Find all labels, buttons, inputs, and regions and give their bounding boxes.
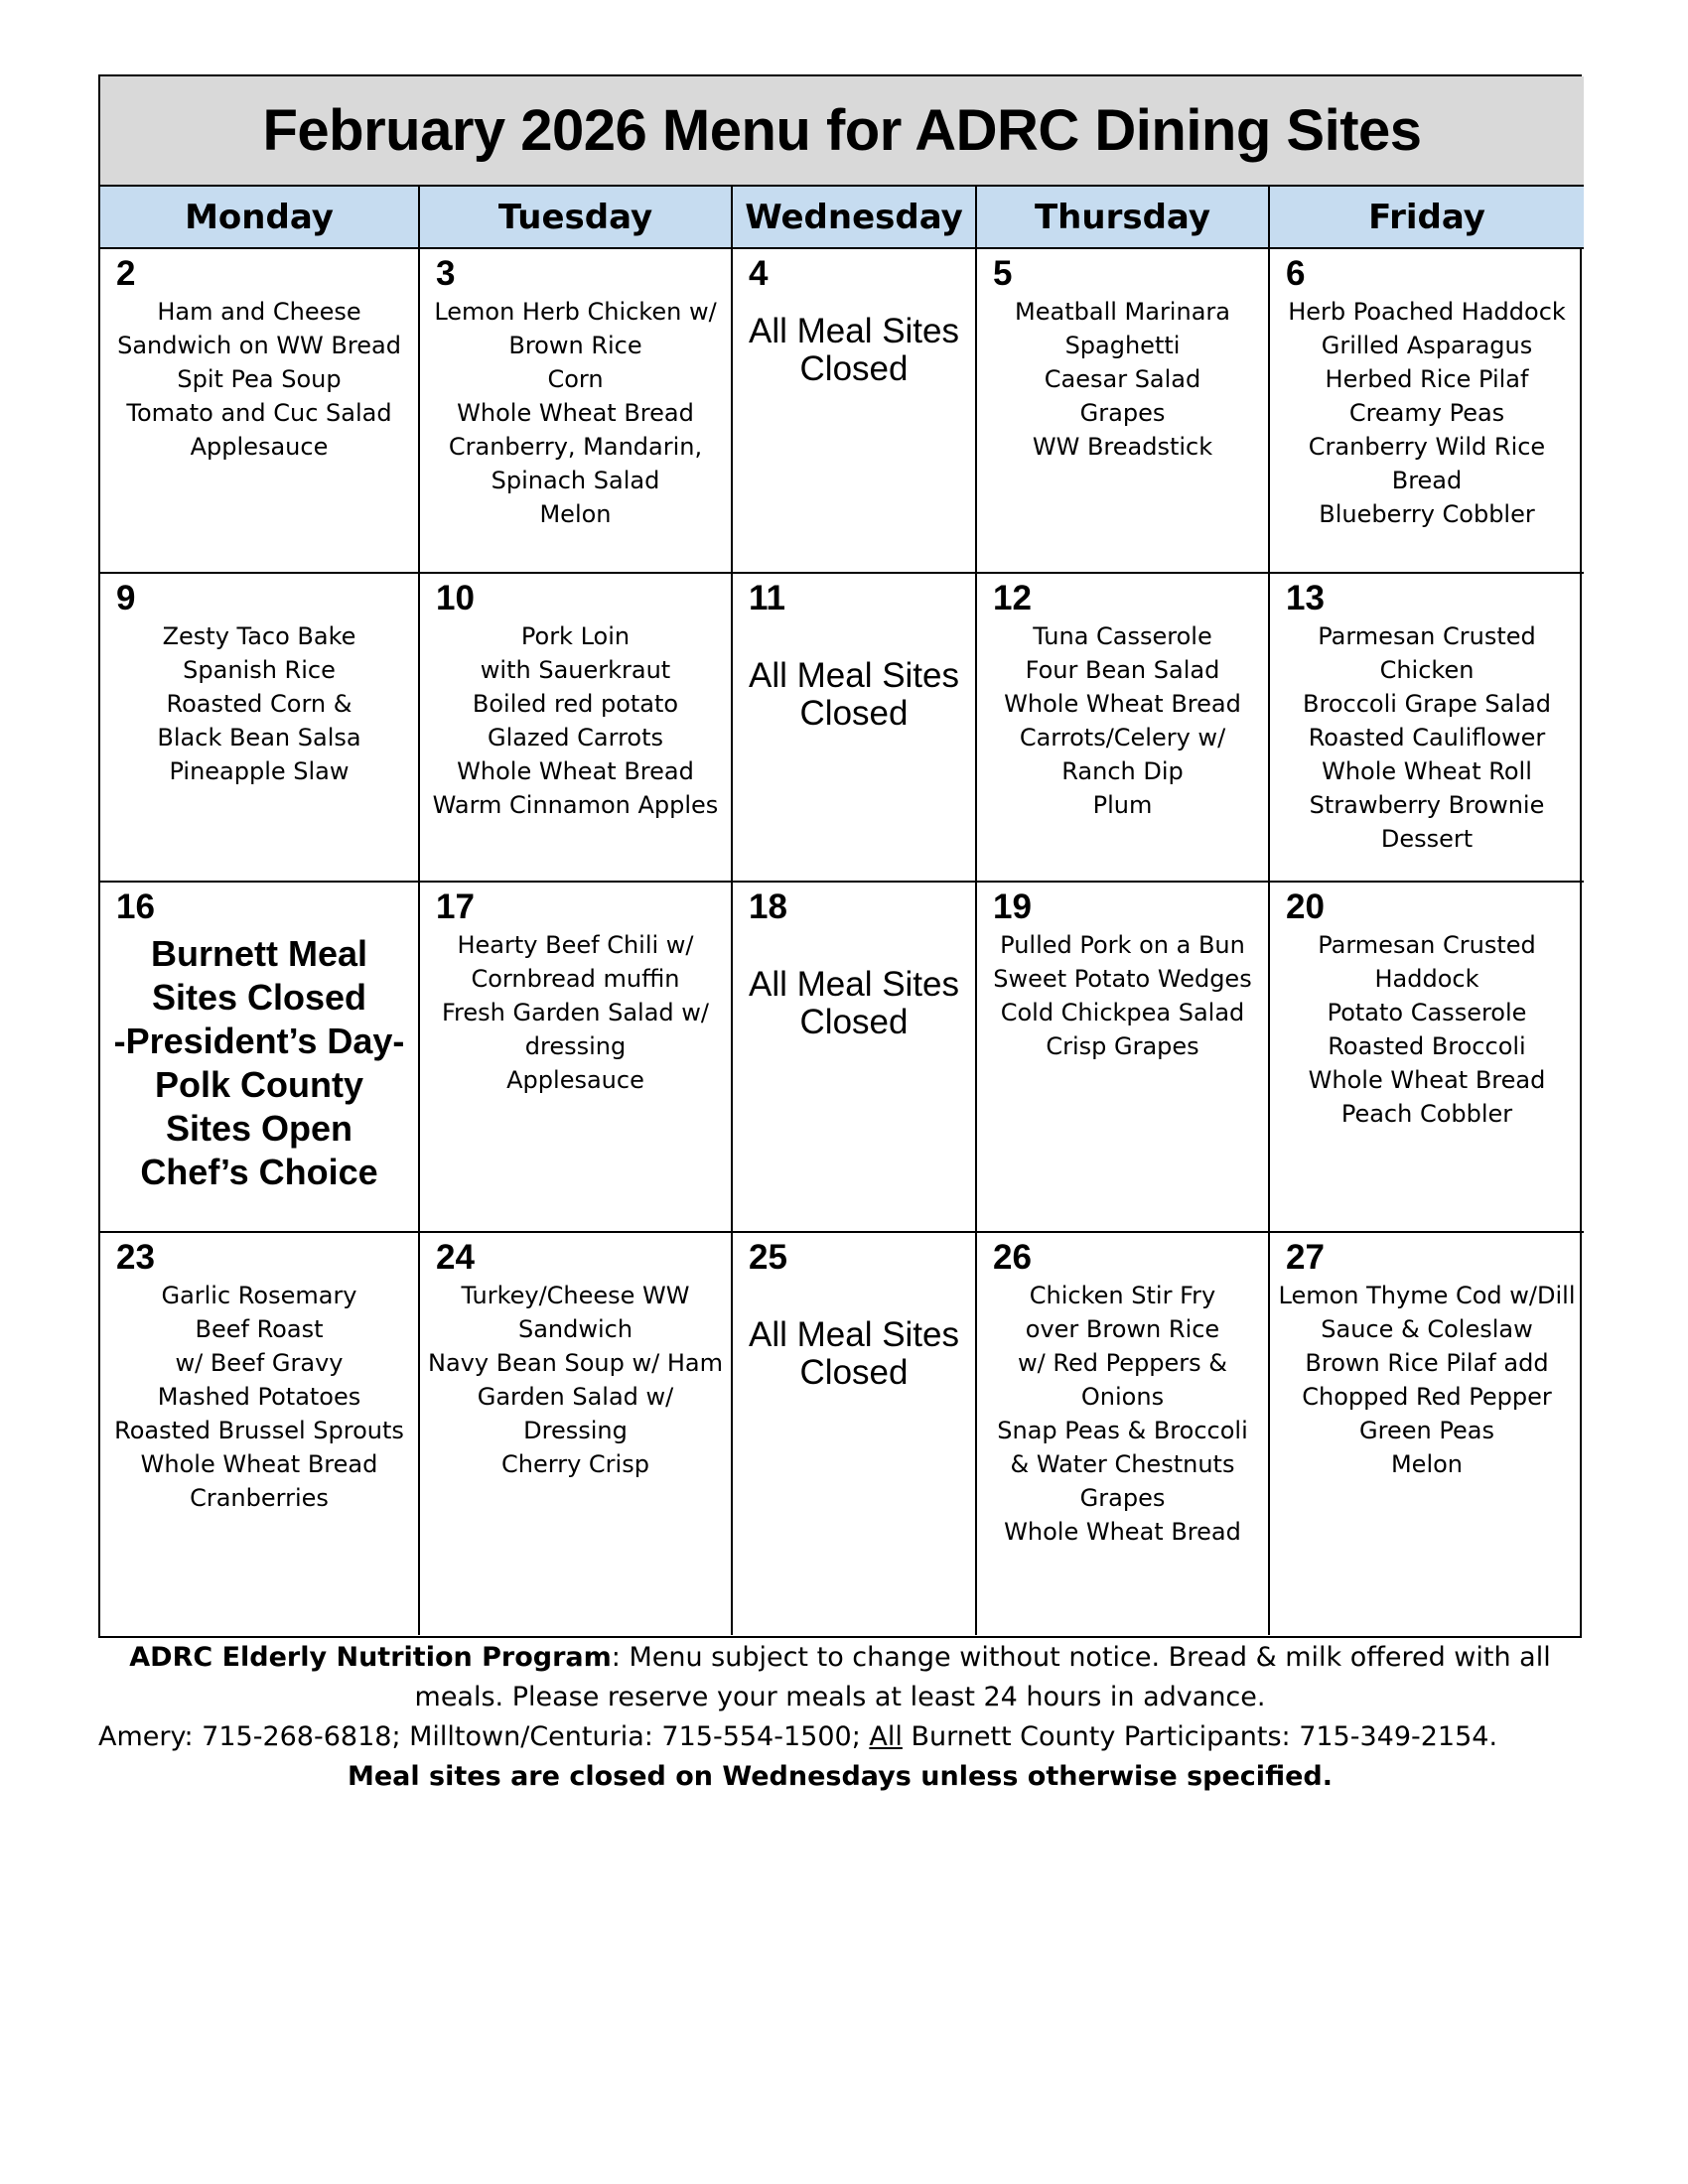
menu-item: w/ Beef Gravy [175,1349,344,1377]
day-date: 6 [1286,254,1306,293]
special-notice [108,932,410,1194]
menu-item: Snap Peas & Broccoli & Water Chestnuts [997,1417,1248,1478]
footer-line-2: meals. Please reserve your meals at least 24 hours in advance. [414,1682,1266,1712]
menu-items [1278,619,1576,856]
footer-line-1 [98,1638,1582,1678]
menu-items [985,928,1260,1063]
day-header-monday: Monday [100,187,420,249]
menu-item: Corn [547,365,604,393]
day-cell [100,574,420,883]
menu-items [428,619,723,822]
footer-phones [98,1717,1582,1757]
menu-item: Cranberry, Mandarin, Spinach Salad [448,433,703,494]
menu-item: Applesauce [190,433,329,461]
day-date: 10 [436,579,475,617]
day-date: 2 [116,254,136,293]
menu-items [428,1279,723,1481]
menu-item: Herbed Rice Pilaf [1325,365,1529,393]
day-date: 19 [993,887,1032,926]
day-cell [100,249,420,574]
menu-item: Zesty Taco Bake [162,622,356,650]
menu-item: Parmesan Crusted Haddock [1318,931,1536,993]
menu-item: Blueberry Cobbler [1319,500,1535,528]
menu-item: Spaghetti [1064,332,1181,359]
day-date: 11 [749,579,785,617]
day-cell [733,249,977,574]
menu-item: Boiled red potato [472,690,679,718]
menu-item: Garden Salad w/ Dressing [477,1383,674,1444]
menu-items [428,295,723,531]
footer-notice: : Menu subject to change without notice. Bread & milk offered with all [611,1642,1551,1673]
menu-item: Melon [1390,1450,1464,1478]
menu-item: Broccoli Grape Salad [1303,690,1551,718]
day-date: 3 [436,254,456,293]
menu-items [428,928,723,1097]
phones-part-1: Amery: 715-268-6818; Milltown/Centuria: 715-554-1500; [98,1721,870,1752]
day-date: 24 [436,1238,475,1277]
special-line: Burnett Meal Sites Closed [150,933,368,1018]
menu-items [1278,295,1576,531]
closed-notice: All Meal Sites Closed [748,312,960,388]
menu-item: Fresh Garden Salad w/ dressing [442,999,709,1060]
menu-items [1278,1279,1576,1481]
menu-item: Ham and Cheese Sandwich on WW Bread [117,298,401,359]
day-date: 18 [749,887,787,926]
day-cell [1270,1233,1584,1635]
menu-item: Strawberry Brownie Dessert [1309,791,1545,853]
menu-item: Chicken Stir Fry [1029,1282,1216,1309]
day-date: 23 [116,1238,155,1277]
special-line: Polk County Sites Open [154,1064,363,1149]
footer-wednesday-note: Meal sites are closed on Wednesdays unless otherwise specified. [348,1761,1333,1792]
menu-item: Tuna Casserole [1033,622,1212,650]
day-header-thursday: Thursday [977,187,1270,249]
day-header-tuesday: Tuesday [420,187,733,249]
phones-all: All [869,1721,903,1752]
menu-item: Warm Cinnamon Apples [432,791,719,819]
day-date: 25 [749,1238,787,1277]
page-title: February 2026 Menu for ADRC Dining Sites [100,76,1584,187]
menu-item: Garlic Rosemary [161,1282,357,1309]
menu-item: Cranberry Wild Rice Bread [1308,433,1546,494]
menu-item: Grapes [1079,1484,1166,1512]
menu-item: Parmesan Crusted Chicken [1318,622,1536,684]
menu-item: Lemon Herb Chicken w/ Brown Rice [434,298,717,359]
menu-item: Plum [1092,791,1153,819]
menu-item: Spanish Rice [183,656,336,684]
menu-item: Roasted Corn & [166,690,352,718]
menu-item: Whole Wheat Bread [1308,1066,1546,1094]
closed-notice: All Meal Sites Closed [748,656,960,733]
menu-table [98,74,1582,1638]
day-cell [733,883,977,1233]
menu-item: Herb Poached Haddock [1288,298,1566,326]
menu-item: Pineapple Slaw [169,757,350,785]
menu-item: Cherry Crisp [501,1450,649,1478]
menu-item: Whole Wheat Bread [457,399,694,427]
menu-item: Creamy Peas [1348,399,1505,427]
menu-item: Black Bean Salsa [157,724,361,751]
day-header-wednesday: Wednesday [733,187,977,249]
footer [98,1638,1582,1797]
menu-item: Whole Wheat Roll [1322,757,1532,785]
menu-item: Grilled Asparagus [1321,332,1533,359]
menu-item: Brown Rice Pilaf add Chopped Red Pepper [1302,1349,1552,1411]
menu-item: Potato Casserole [1327,999,1527,1026]
menu-item: Peach Cobbler [1340,1100,1513,1128]
day-date: 16 [116,887,155,926]
menu-items [985,619,1260,822]
menu-item: Melon [539,500,612,528]
menu-item: Glazed Carrots [487,724,664,751]
menu-item: Meatball Marinara [1015,298,1230,326]
menu-item: Whole Wheat Bread [1004,1518,1241,1546]
day-date: 27 [1286,1238,1325,1277]
day-date: 17 [436,887,475,926]
menu-item: Four Bean Salad [1025,656,1220,684]
menu-items [108,295,410,464]
menu-item: Roasted Brussel Sprouts [114,1417,404,1444]
menu-item: Navy Bean Soup w/ Ham [428,1349,723,1377]
menu-item: Hearty Beef Chili w/ Cornbread muffin [457,931,694,993]
menu-item: Crisp Grapes [1046,1032,1199,1060]
closed-notice: All Meal Sites Closed [748,965,960,1041]
day-cell [420,883,733,1233]
menu-item: Lemon Thyme Cod w/Dill Sauce & Coleslaw [1278,1282,1576,1343]
menu-item: Whole Wheat Bread [1004,690,1241,718]
menu-item: Pulled Pork on a Bun [1000,931,1245,959]
menu-item: Tomato and Cuc Salad [126,399,392,427]
day-date: 5 [993,254,1013,293]
day-date: 9 [116,579,136,617]
day-date: 4 [749,254,769,293]
menu-item: Turkey/Cheese WW Sandwich [461,1282,690,1343]
day-cell [1270,574,1584,883]
day-cell [420,1233,733,1635]
day-cell [100,1233,420,1635]
menu-item: Cranberries [190,1484,329,1512]
menu-item: Grapes [1079,399,1166,427]
special-line: Chef’s Choice [140,1152,378,1192]
program-name: ADRC Elderly Nutrition Program [129,1642,612,1673]
menu-item: w/ Red Peppers & Onions [1018,1349,1227,1411]
day-cell [977,1233,1270,1635]
menu-items [985,1279,1260,1549]
day-cell [1270,883,1584,1233]
menu-item: Applesauce [506,1066,644,1094]
day-cell [977,883,1270,1233]
menu-item: Cold Chickpea Salad [1000,999,1245,1026]
menu-item: Mashed Potatoes [157,1383,361,1411]
menu-items [1278,928,1576,1131]
day-cell [977,574,1270,883]
menu-item: Pork Loin [520,622,631,650]
day-cell [420,249,733,574]
closed-notice: All Meal Sites Closed [748,1315,960,1392]
special-line: -President’s Day- [113,1021,405,1061]
menu-item: Roasted Broccoli [1328,1032,1526,1060]
day-cell [977,249,1270,574]
day-date: 12 [993,579,1032,617]
day-date: 13 [1286,579,1325,617]
menu-item: Beef Roast [195,1315,324,1343]
menu-items [108,619,410,788]
menu-items [985,295,1260,464]
menu-item: Sweet Potato Wedges [993,965,1252,993]
menu-item: WW Breadstick [1032,433,1213,461]
menu-item: over Brown Rice [1025,1315,1220,1343]
menu-item: Spit Pea Soup [177,365,342,393]
menu-item: Green Peas [1359,1417,1494,1444]
day-cell [100,883,420,1233]
menu-items [108,1279,410,1515]
menu-item: Roasted Cauliflower [1308,724,1546,751]
menu-item: Carrots/Celery w/ Ranch Dip [1019,724,1226,785]
menu-item: with Sauerkraut [480,656,671,684]
day-date: 26 [993,1238,1032,1277]
day-cell [1270,249,1584,574]
menu-item: Caesar Salad [1044,365,1201,393]
phones-part-2: Burnett County Participants: 715-349-2154. [902,1721,1498,1752]
day-header-friday: Friday [1270,187,1584,249]
day-cell [420,574,733,883]
day-date: 20 [1286,887,1325,926]
day-cell [733,1233,977,1635]
day-cell [733,574,977,883]
menu-item: Whole Wheat Bread [457,757,694,785]
menu-item: Whole Wheat Bread [140,1450,378,1478]
